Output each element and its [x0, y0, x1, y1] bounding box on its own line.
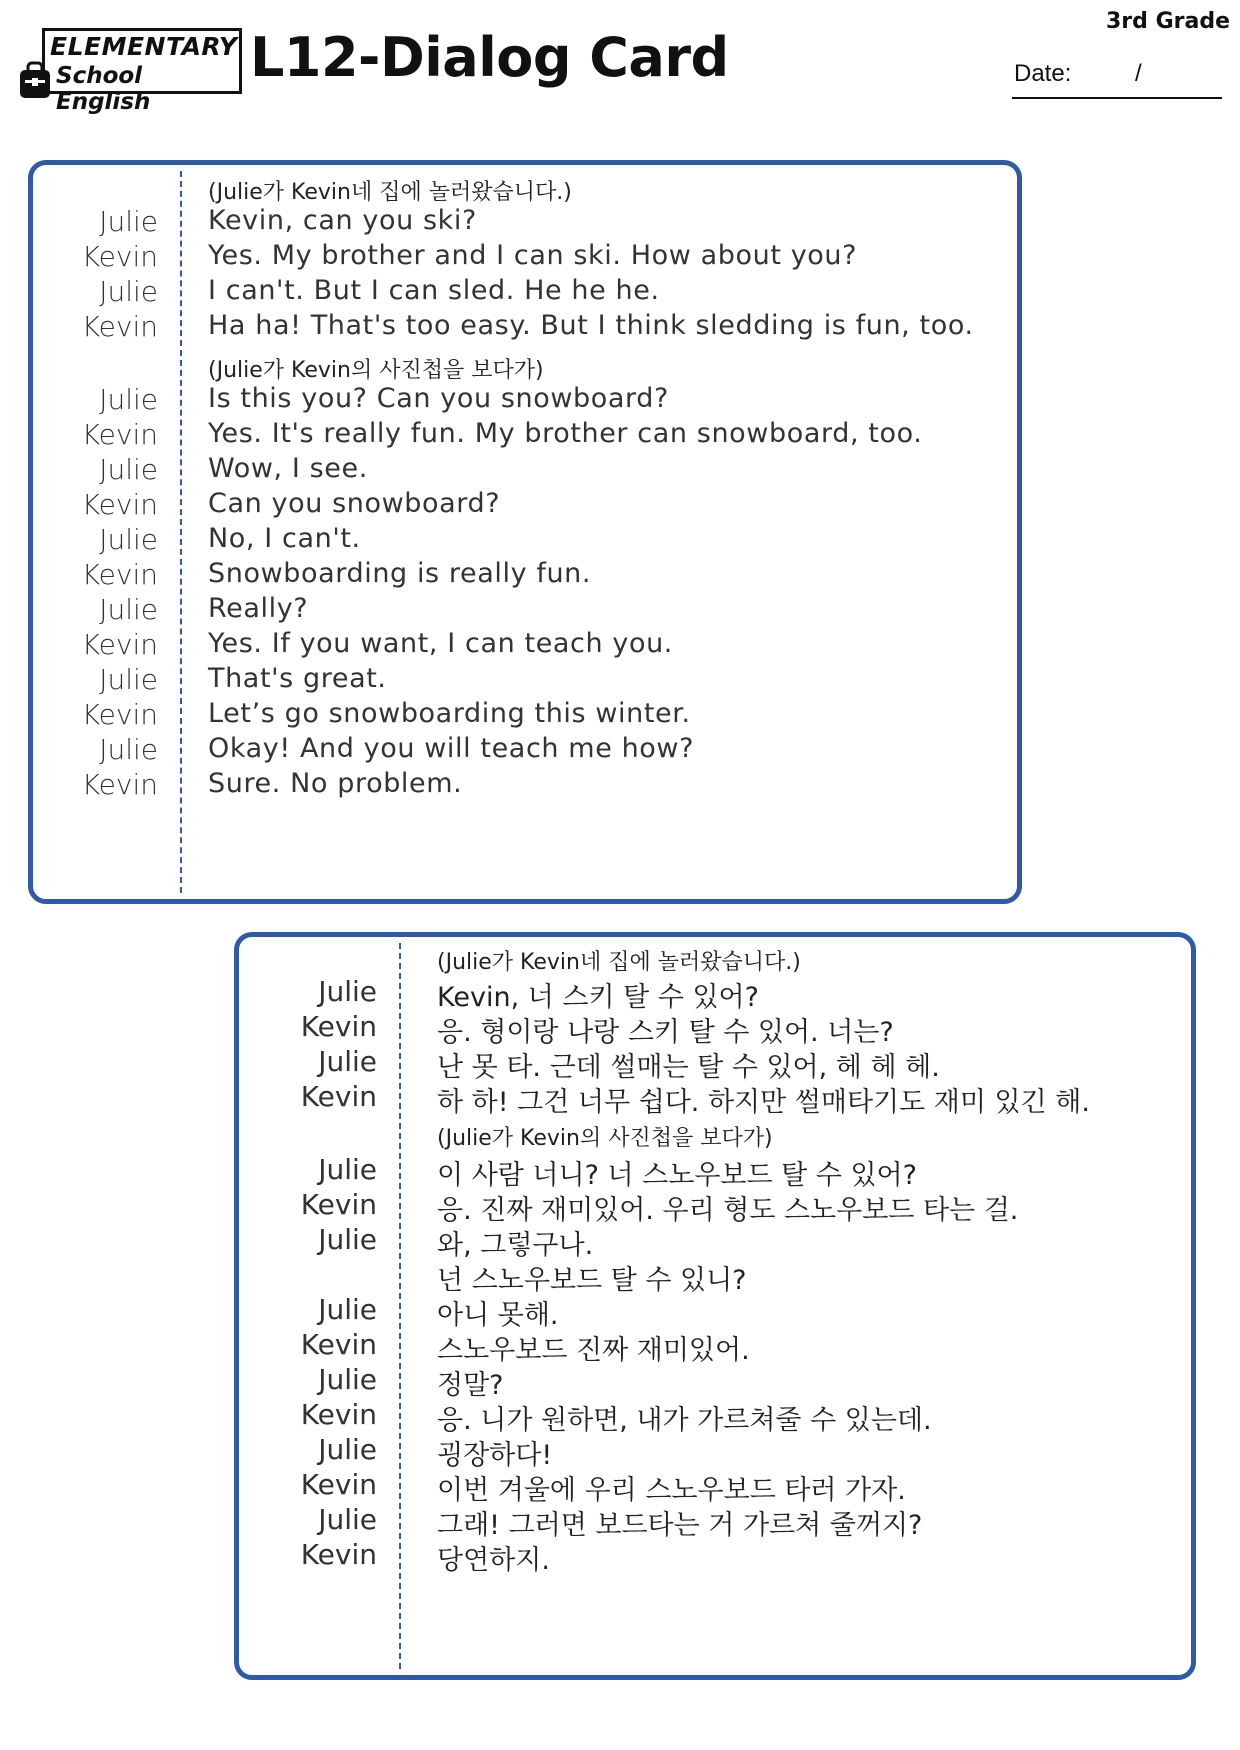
- speaker-name: Julie: [99, 275, 158, 308]
- dialog-row: [33, 733, 1017, 773]
- dialog-line: Kevin, can you ski?: [208, 205, 477, 236]
- dialog-row: [239, 1188, 1191, 1228]
- speaker-name: Kevin: [300, 1188, 377, 1221]
- dialog-row: [239, 1363, 1191, 1403]
- scene-note: (Julie가 Kevin의 사진첩을 보다가): [208, 358, 544, 383]
- backpack-icon: [16, 60, 54, 100]
- dialog-row: [239, 1080, 1191, 1120]
- speaker-name: Kevin: [81, 768, 158, 801]
- dialog-line: 그래! 그러면 보드타는 거 가르쳐 줄꺼지?: [437, 1510, 923, 1541]
- speaker-name: Kevin: [300, 1398, 377, 1431]
- speaker-name: Julie: [318, 1293, 377, 1326]
- dialog-row: [239, 1223, 1191, 1263]
- dialog-row: [33, 663, 1017, 703]
- dialog-row: [239, 1433, 1191, 1473]
- speaker-name: Julie: [99, 733, 158, 766]
- dialog-row: [33, 240, 1017, 280]
- speaker-name: Julie: [318, 975, 377, 1008]
- scene-note: (Julie가 Kevin네 집에 놀러왔습니다.): [208, 180, 572, 205]
- dialog-line: 넌 스노우보드 탈 수 있니?: [437, 1265, 747, 1296]
- dialog-row: [33, 205, 1017, 245]
- speaker-name: Julie: [318, 1363, 377, 1396]
- dialog-row: [33, 628, 1017, 668]
- logo-line1: ELEMENTARY: [50, 32, 238, 61]
- speaker-name: Kevin: [300, 1080, 377, 1113]
- dialog-line: 난 못 타. 근데 썰매는 탈 수 있어, 헤 헤 헤.: [437, 1052, 940, 1083]
- dialog-row: [33, 383, 1017, 423]
- dialog-line: Can you snowboard?: [208, 488, 501, 519]
- dialog-row: [239, 1538, 1191, 1578]
- korean-dialog-card: [234, 932, 1196, 1680]
- dialog-line: 이 사람 너니? 너 스노우보드 탈 수 있어?: [437, 1160, 917, 1191]
- speaker-name: Julie: [99, 205, 158, 238]
- speaker-name: Kevin: [300, 1468, 377, 1501]
- dialog-line: Really?: [208, 593, 309, 624]
- logo-line2: School English: [56, 63, 151, 115]
- dialog-row: [33, 698, 1017, 738]
- dialog-line: I can't. But I can sled. He he he.: [208, 275, 660, 306]
- dialog-row: [239, 1328, 1191, 1368]
- speaker-name: Kevin: [300, 1328, 377, 1361]
- dialog-line: No, I can't.: [208, 523, 361, 554]
- dialog-row: [33, 593, 1017, 633]
- date-underline: [1012, 97, 1222, 99]
- dialog-line: That's great.: [208, 663, 387, 694]
- dialog-line: Yes. If you want, I can teach you.: [208, 628, 673, 659]
- speaker-name: Julie: [318, 1223, 377, 1256]
- speaker-name: Julie: [99, 453, 158, 486]
- english-dialog-card: [28, 160, 1022, 904]
- dialog-row: [239, 1293, 1191, 1333]
- dialog-row: [33, 558, 1017, 598]
- speaker-name: Julie: [99, 593, 158, 626]
- dialog-row: [239, 1468, 1191, 1508]
- dialog-line: Is this you? Can you snowboard?: [208, 383, 669, 414]
- date-label: Date:: [1014, 60, 1072, 87]
- dialog-line: 굉장하다!: [437, 1440, 553, 1471]
- speaker-name: Kevin: [81, 488, 158, 521]
- dialog-line: Wow, I see.: [208, 453, 368, 484]
- dialog-line: Yes. My brother and I can ski. How about you?: [208, 240, 858, 271]
- dialog-row: [33, 275, 1017, 315]
- speaker-name: Julie: [99, 663, 158, 696]
- speaker-name: Julie: [318, 1433, 377, 1466]
- dialog-row: [33, 310, 1017, 350]
- dialog-line: Ha ha! That's too easy. But I think sledding is fun, too.: [208, 310, 974, 341]
- speaker-name: Kevin: [81, 418, 158, 451]
- dialog-row: [239, 975, 1191, 1015]
- school-logo: [16, 26, 244, 115]
- speaker-name: Julie: [99, 523, 158, 556]
- dialog-row: [239, 1045, 1191, 1085]
- dialog-row: [33, 523, 1017, 563]
- dialog-line: 아니 못해.: [437, 1300, 559, 1331]
- speaker-name: Julie: [318, 1045, 377, 1078]
- speaker-name: Kevin: [81, 558, 158, 591]
- speaker-name: Kevin: [81, 628, 158, 661]
- dialog-line: Kevin, 너 스키 탈 수 있어?: [437, 982, 759, 1013]
- dialog-line: 당연하지.: [437, 1545, 550, 1576]
- dialog-line: 이번 겨울에 우리 스노우보드 타러 가자.: [437, 1475, 906, 1506]
- scene-note: (Julie가 Kevin의 사진첩을 보다가): [437, 1126, 773, 1151]
- dialog-row: [239, 1010, 1191, 1050]
- dialog-line: 응. 진짜 재미있어. 우리 형도 스노우보드 타는 걸.: [437, 1195, 1019, 1226]
- dialog-line: Sure. No problem.: [208, 768, 463, 799]
- dialog-row: [33, 488, 1017, 528]
- dialog-row: [33, 418, 1017, 458]
- dialog-line: 스노우보드 진짜 재미있어.: [437, 1335, 750, 1366]
- dialog-line: Let’s go snowboarding this winter.: [208, 698, 691, 729]
- dialog-row: [239, 1258, 1191, 1298]
- dialog-row: [239, 1503, 1191, 1543]
- speaker-name: Kevin: [81, 310, 158, 343]
- dialog-line: 응. 형이랑 나랑 스키 탈 수 있어. 너는?: [437, 1017, 894, 1048]
- dialog-line: Okay! And you will teach me how?: [208, 733, 695, 764]
- dialog-line: 정말?: [437, 1370, 504, 1401]
- speaker-name: Kevin: [81, 240, 158, 273]
- dialog-row: [239, 1153, 1191, 1193]
- speaker-name: Kevin: [300, 1538, 377, 1571]
- grade-label: 3rd Grade: [1106, 9, 1230, 34]
- dialog-line: 와, 그렇구나.: [437, 1230, 594, 1261]
- speaker-name: Julie: [318, 1503, 377, 1536]
- dialog-line: 응. 니가 원하면, 내가 가르쳐줄 수 있는데.: [437, 1405, 932, 1436]
- scene-note: (Julie가 Kevin네 집에 놀러왔습니다.): [437, 950, 801, 975]
- dialog-line: Snowboarding is really fun.: [208, 558, 592, 589]
- dialog-line: Yes. It's really fun. My brother can snowboard, too.: [208, 418, 923, 449]
- dialog-row: [33, 768, 1017, 808]
- dialog-line: 하 하! 그건 너무 쉽다. 하지만 썰매타기도 재미 있긴 해.: [437, 1087, 1090, 1118]
- speaker-name: Kevin: [81, 698, 158, 731]
- speaker-name: Julie: [318, 1153, 377, 1186]
- speaker-name: Kevin: [300, 1010, 377, 1043]
- dialog-row: [239, 1398, 1191, 1438]
- page-title: L12-Dialog Card: [250, 26, 729, 89]
- speaker-name: Julie: [99, 383, 158, 416]
- date-separator: /: [1135, 60, 1142, 87]
- dialog-row: [33, 453, 1017, 493]
